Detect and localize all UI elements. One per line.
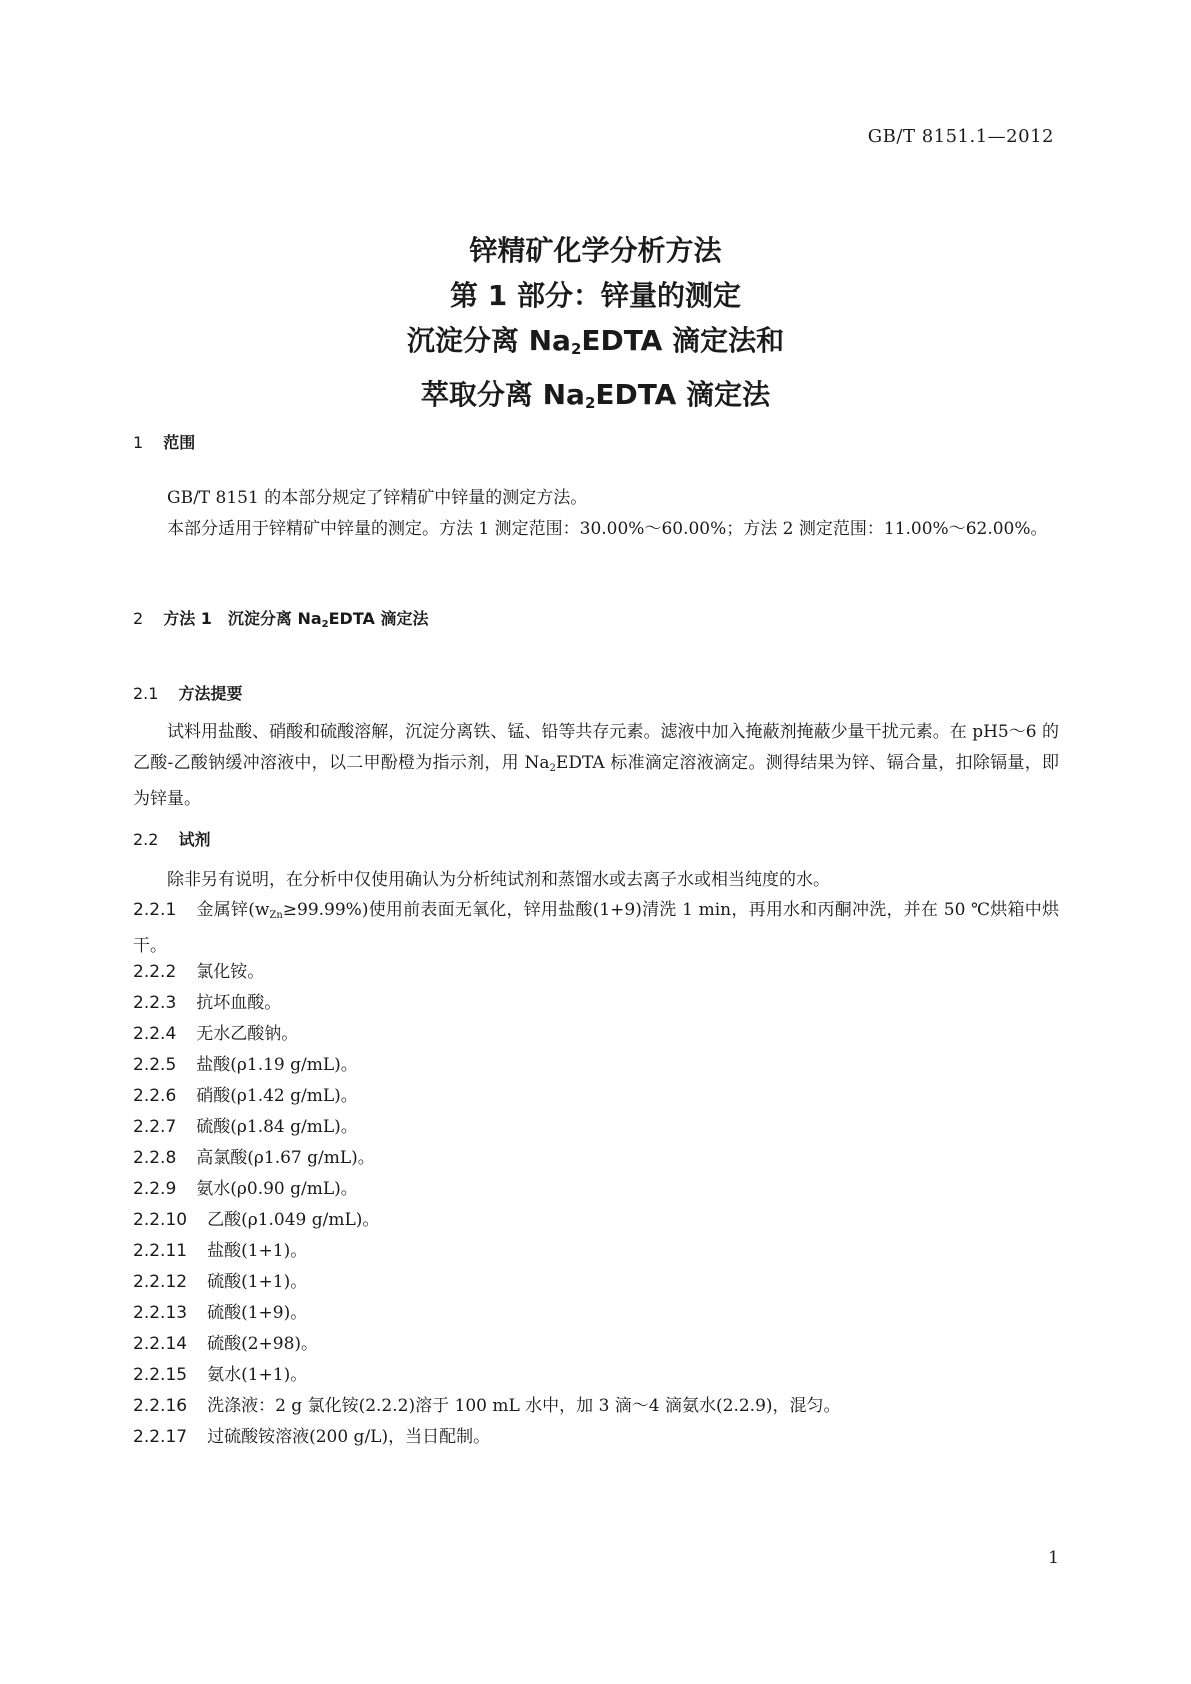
clause-2-2-15: 2.2.15 氨水(1+1)。 bbox=[133, 1365, 308, 1385]
standard-number: GB/T 8151.1—2012 bbox=[867, 126, 1054, 147]
document-title bbox=[0, 228, 1191, 426]
section-2-2-heading: 2.2 试剂 bbox=[133, 830, 211, 849]
clause-2-2-4: 2.2.4 无水乙酸钠。 bbox=[133, 1024, 299, 1044]
section-2-1-heading: 2.1 方法提要 bbox=[133, 684, 243, 703]
section-2-1-paragraph: 试料用盐酸、硝酸和硫酸溶解，沉淀分离铁、锰、铅等共存元素。滤液中加入掩蔽剂掩蔽少量干扰元素。在 pH5～6 的乙酸-乙酸钠缓冲溶液中，以二甲酚橙为指示剂，用 Na2EDTA 标准滴定溶液滴定。测得结果为锌、镉合量，扣除镉量，即为锌量。 bbox=[133, 722, 1059, 809]
section-1-heading: 1 范围 bbox=[133, 433, 196, 452]
clause-2-2-13: 2.2.13 硫酸(1+9)。 bbox=[133, 1303, 308, 1323]
clause-2-2-14: 2.2.14 硫酸(2+98)。 bbox=[133, 1334, 319, 1354]
clause-2-2-6: 2.2.6 硝酸(ρ1.42 g/mL)。 bbox=[133, 1086, 358, 1106]
title-line-2: 第 1 部分：锌量的测定 bbox=[450, 279, 741, 312]
section-1-paragraph-1: GB/T 8151 的本部分规定了锌精矿中锌量的测定方法。 bbox=[167, 488, 588, 508]
title-line-4: 萃取分离 $Na_2EDTA$ 滴定法 bbox=[420, 378, 771, 412]
title-line-1: 锌精矿化学分析方法 bbox=[469, 234, 722, 267]
clause-2-2-11: 2.2.11 盐酸(1+1)。 bbox=[133, 1241, 308, 1261]
clause-2-2-7: 2.2.7 硫酸(ρ1.84 g/mL)。 bbox=[133, 1117, 358, 1137]
clause-2-2-3: 2.2.3 抗坏血酸。 bbox=[133, 993, 282, 1013]
section-2-2-paragraph: 除非另有说明，在分析中仅使用确认为分析纯试剂和蒸馏水或去离子水或相当纯度的水。 bbox=[167, 870, 830, 890]
section-2-heading: 2 方法 1 沉淀分离 Na2EDTA 滴定法 bbox=[133, 609, 429, 630]
title-line-3: 沉淀分离 $Na_2EDTA$ 滴定法和 bbox=[406, 324, 785, 358]
clause-2-2-1: 2.2.1 金属锌(wZn≥99.99%)使用前表面无氧化，锌用盐酸(1+9)清洗 1 min，再用水和丙酮冲洗，并在 50 ℃烘箱中烘干。 bbox=[133, 900, 1059, 956]
page-number: 1 bbox=[1048, 1548, 1059, 1568]
clause-2-2-5: 2.2.5 盐酸(ρ1.19 g/mL)。 bbox=[133, 1055, 358, 1075]
section-1-paragraph-2: 本部分适用于锌精矿中锌量的测定。方法 1 测定范围：30.00%～60.00%；方法 2 测定范围：11.00%～62.00%。 bbox=[167, 519, 1048, 539]
clause-2-2-9: 2.2.9 氨水(ρ0.90 g/mL)。 bbox=[133, 1179, 358, 1199]
clause-2-2-17: 2.2.17 过硫酸铵溶液(200 g/L)，当日配制。 bbox=[133, 1427, 491, 1447]
clause-2-2-16: 2.2.16 洗涤液：2 g 氯化铵(2.2.2)溶于 100 mL 水中，加 3 滴～4 滴氨水(2.2.9)，混匀。 bbox=[133, 1396, 841, 1416]
clause-2-2-2: 2.2.2 氯化铵。 bbox=[133, 962, 265, 982]
clause-2-2-12: 2.2.12 硫酸(1+1)。 bbox=[133, 1272, 308, 1292]
clause-2-2-10: 2.2.10 乙酸(ρ1.049 g/mL)。 bbox=[133, 1210, 380, 1230]
clause-2-2-8: 2.2.8 高氯酸(ρ1.67 g/mL)。 bbox=[133, 1148, 375, 1168]
